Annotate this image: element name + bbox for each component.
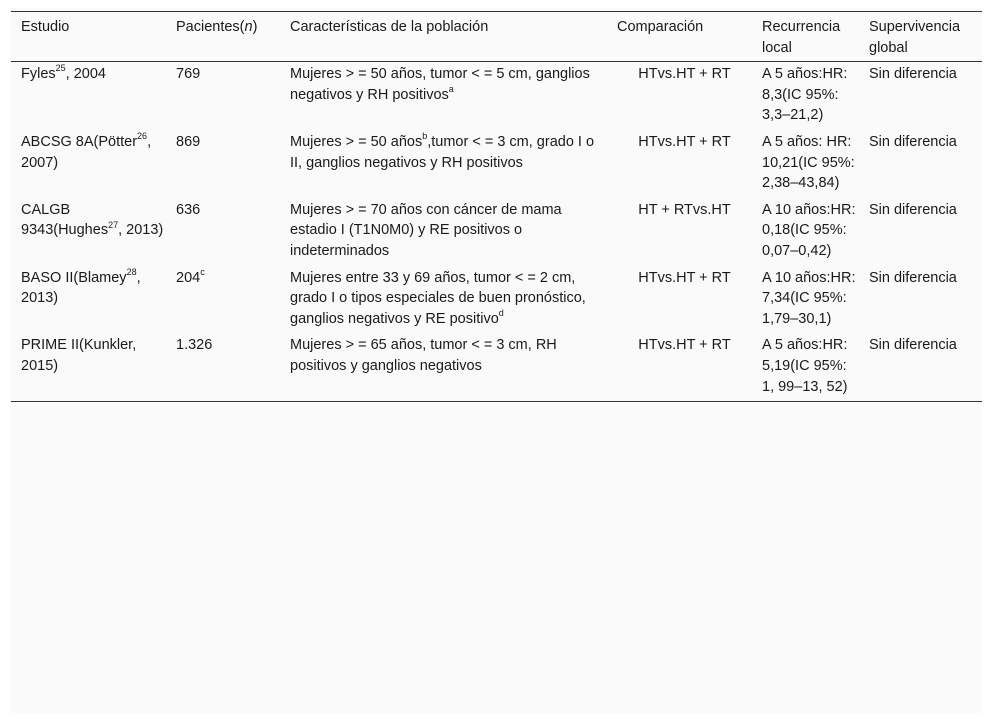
header-row <box>11 12 982 62</box>
cell-estudio <box>11 62 166 130</box>
cell-recurrencia <box>752 198 859 266</box>
cell-caracteristicas <box>280 333 607 401</box>
estudio-tail: , 2013) <box>21 269 141 307</box>
cell-recurrencia <box>752 62 859 130</box>
estudio-ref: 28 <box>126 266 137 277</box>
caracteristicas-text: Mujeres > = 70 años con cáncer de mama estadio I (T1N0M0) y RE positivos o indeterminados <box>290 201 562 259</box>
header-pacientes-label: Pacientes( <box>176 19 245 35</box>
estudio-tail: , 2004 <box>65 66 106 83</box>
comparacion-text: HTvs.HT + RT <box>638 133 731 150</box>
cell-comparacion <box>607 130 752 198</box>
estudio-text: BASO II(Blamey <box>21 269 127 286</box>
estudio-text: ABCSG 8A(Pötter <box>21 133 138 150</box>
supervivencia-text: Sin diferencia <box>869 337 957 354</box>
header-estudio: Estudio <box>21 19 70 35</box>
cell-comparacion <box>607 62 752 130</box>
cell-recurrencia <box>752 333 859 401</box>
header-supervivencia: Supervivencia global <box>869 19 961 56</box>
table-header <box>11 12 982 62</box>
estudio-text: CALGB 9343(Hughes <box>21 201 109 239</box>
cell-supervivencia <box>859 130 982 198</box>
cell-pacientes <box>166 62 280 130</box>
table-row <box>11 333 982 401</box>
supervivencia-text: Sin diferencia <box>869 269 957 286</box>
header-pacientes-n: n <box>244 19 253 35</box>
table-row <box>11 198 982 266</box>
cell-recurrencia <box>752 266 859 334</box>
cell-estudio <box>11 333 166 401</box>
estudio-text: Fyles <box>21 66 56 83</box>
supervivencia-text: Sin diferencia <box>869 201 957 218</box>
studies-table <box>11 11 982 402</box>
cell-estudio <box>11 130 166 198</box>
header-recurrencia: Recurrencia local <box>762 19 841 56</box>
table-row <box>11 266 982 334</box>
recurrencia-text: A 10 años:HR: 0,18(IC 95%: 0,07–0,42) <box>762 201 856 259</box>
cell-pacientes <box>166 198 280 266</box>
table-container <box>11 8 982 713</box>
estudio-ref: 27 <box>108 219 119 230</box>
pacientes-text: 869 <box>176 133 201 150</box>
caracteristicas-text: Mujeres > = 65 años, tumor < = 3 cm, RH positivos y ganglios negativos <box>290 337 557 374</box>
supervivencia-text: Sin diferencia <box>869 133 957 150</box>
header-caracteristicas: Características de la población <box>290 19 489 35</box>
cell-estudio <box>11 198 166 266</box>
cell-estudio <box>11 266 166 334</box>
cell-comparacion <box>607 198 752 266</box>
cell-caracteristicas <box>280 62 607 130</box>
cell-supervivencia <box>859 266 982 334</box>
recurrencia-text: A 5 años:HR: 5,19(IC 95%: 1, 99–13, 52) <box>762 337 848 395</box>
pacientes-text: 636 <box>176 201 201 218</box>
estudio-tail: , 2007) <box>21 133 152 171</box>
cell-comparacion <box>607 333 752 401</box>
cell-comparacion <box>607 266 752 334</box>
cell-supervivencia <box>859 62 982 130</box>
header-pacientes <box>166 12 280 62</box>
caracteristicas-text: Mujeres > = 50 años <box>290 133 423 150</box>
comparacion-text: HTvs.HT + RT <box>638 269 731 286</box>
header-pacientes-close: ) <box>252 19 258 35</box>
table-row <box>11 62 982 130</box>
caracteristicas-text: Mujeres entre 33 y 69 años, tumor < = 2 cm, grado I o tipos especiales de buen pronóstico, ganglios negativos y RE positivo <box>290 269 586 327</box>
recurrencia-text: A 10 años:HR: 7,34(IC 95%: 1,79–30,1) <box>762 269 856 327</box>
cell-caracteristicas <box>280 266 607 334</box>
caracteristicas-ref: d <box>498 307 504 318</box>
cell-pacientes <box>166 333 280 401</box>
pacientes-ref: c <box>200 266 205 277</box>
cell-supervivencia <box>859 198 982 266</box>
estudio-text: PRIME II(Kunkler, 2015) <box>21 337 137 374</box>
recurrencia-text: A 5 años: HR: 10,21(IC 95%: 2,38–43,84) <box>762 133 855 192</box>
estudio-ref: 26 <box>137 131 148 142</box>
cell-caracteristicas <box>280 198 607 266</box>
caracteristicas-ref: b <box>422 131 428 142</box>
cell-supervivencia <box>859 333 982 401</box>
caracteristicas-text: Mujeres > = 50 años, tumor < = 5 cm, ganglios negativos y RH positivos <box>290 66 590 103</box>
header-comparacion: Comparación <box>617 19 704 35</box>
pacientes-text: 1.326 <box>176 337 213 354</box>
table-row <box>11 130 982 198</box>
cell-recurrencia <box>752 130 859 198</box>
estudio-ref: 25 <box>55 63 66 74</box>
caracteristicas-ref: a <box>448 83 454 94</box>
cell-caracteristicas <box>280 130 607 198</box>
caracteristicas-tail: ,tumor < = 3 cm, grado I o II, ganglios negativos y RH positivos <box>290 133 595 171</box>
supervivencia-text: Sin diferencia <box>869 66 957 83</box>
cell-pacientes <box>166 130 280 198</box>
estudio-tail: , 2013) <box>118 222 164 239</box>
pacientes-text: 769 <box>176 66 201 83</box>
cell-pacientes <box>166 266 280 334</box>
comparacion-text: HTvs.HT + RT <box>638 337 731 354</box>
comparacion-text: HT + RTvs.HT <box>638 201 731 218</box>
comparacion-text: HTvs.HT + RT <box>638 66 731 83</box>
pacientes-text: 204 <box>176 269 201 286</box>
table-body <box>11 62 982 402</box>
recurrencia-text: A 5 años:HR: 8,3(IC 95%: 3,3–21,2) <box>762 66 848 124</box>
